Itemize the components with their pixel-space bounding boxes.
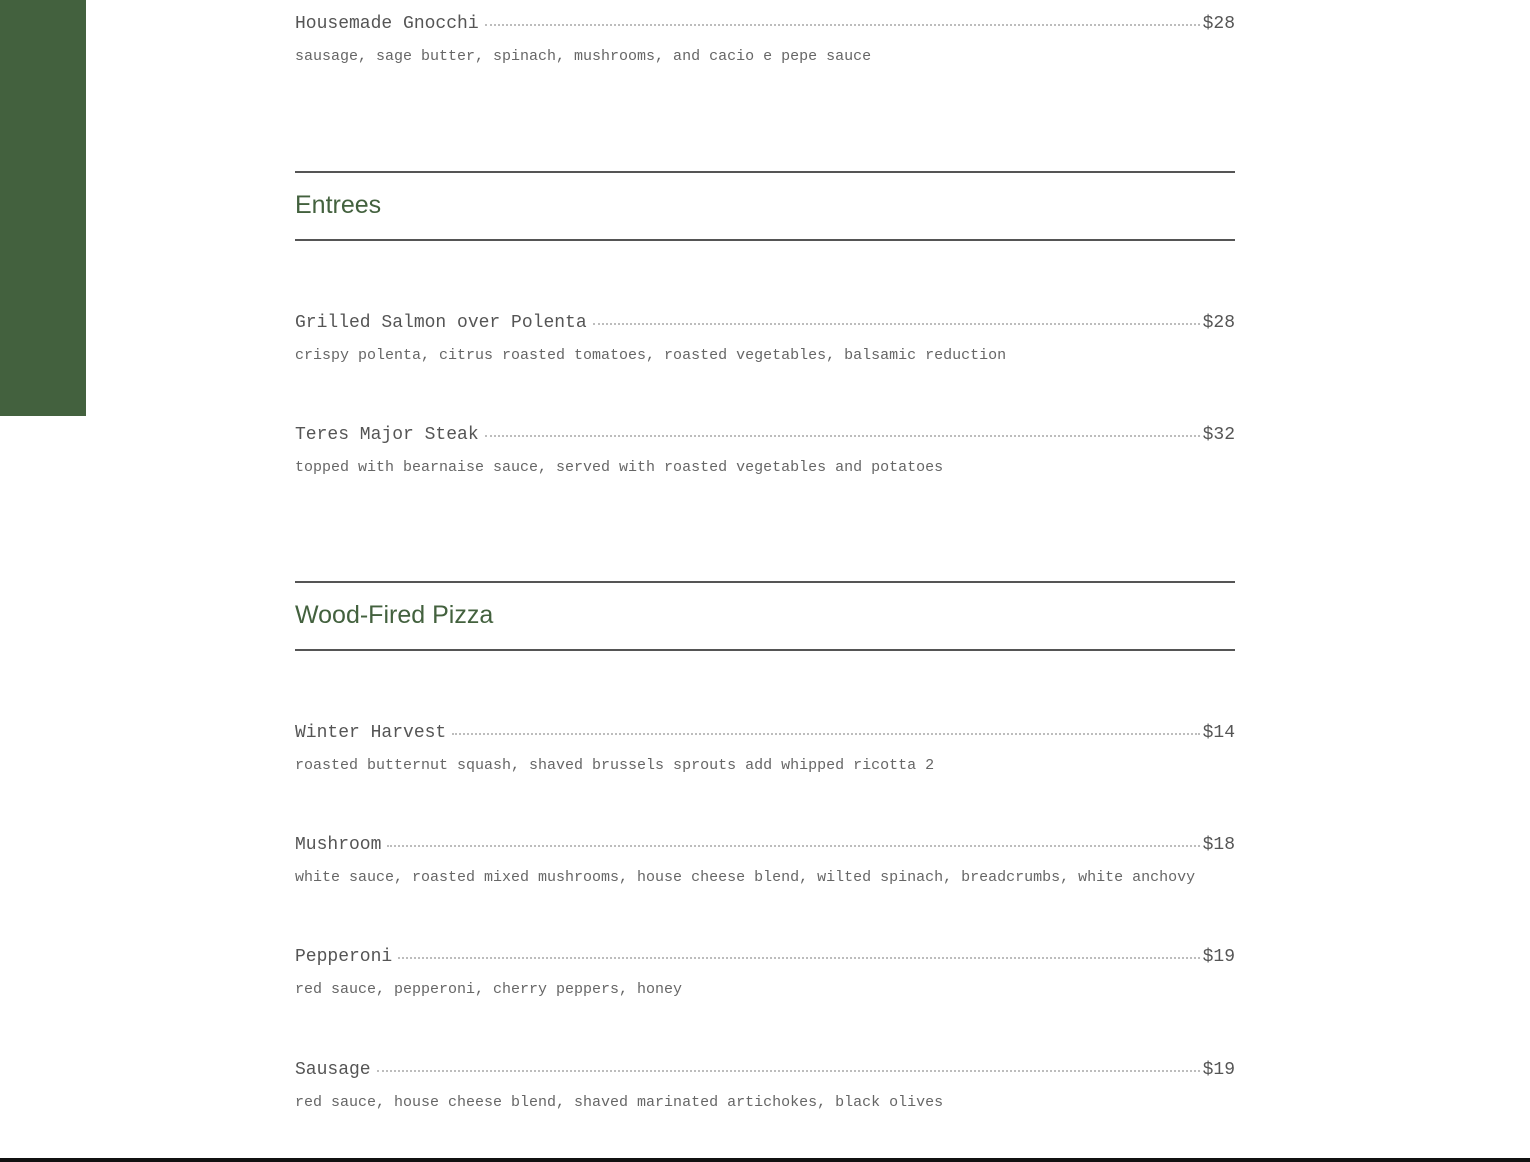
menu-item-price: $19 <box>1202 1060 1235 1080</box>
menu-item <box>295 721 1235 775</box>
menu-item <box>295 311 1235 365</box>
menu-item-name: Mushroom <box>295 835 382 855</box>
menu-item-price: $14 <box>1202 723 1235 743</box>
menu-item-name: Grilled Salmon over Polenta <box>295 313 587 333</box>
bottom-divider <box>0 1158 1530 1162</box>
menu-item-price: $32 <box>1202 425 1235 445</box>
menu-item-description: roasted butternut squash, shaved brussels sprouts add whipped ricotta 2 <box>295 757 935 774</box>
menu-item-line <box>295 311 1235 335</box>
section-header-pizza <box>295 581 1235 651</box>
menu-item-name: Pepperoni <box>295 947 393 967</box>
menu-item-price: $28 <box>1202 14 1235 34</box>
menu-item-description: sausage, sage butter, spinach, mushrooms, and cacio e pepe sauce <box>295 48 872 65</box>
menu-item-description: red sauce, pepperoni, cherry peppers, honey <box>295 981 683 998</box>
menu-item-name: Winter Harvest <box>295 723 447 743</box>
menu-item <box>295 945 1235 999</box>
menu-item-name: Teres Major Steak <box>295 425 479 445</box>
dot-leader <box>593 322 1200 325</box>
menu-item-name: Sausage <box>295 1060 371 1080</box>
menu-item-description: topped with bearnaise sauce, served with roasted vegetables and potatoes <box>295 459 944 476</box>
dot-leader <box>452 732 1199 735</box>
section-header-entrees <box>295 171 1235 241</box>
menu-item-description: crispy polenta, citrus roasted tomatoes, roasted vegetables, balsamic reduction <box>295 347 1007 364</box>
section-title: Entrees <box>295 191 382 219</box>
menu-item <box>295 1058 1235 1112</box>
dot-leader <box>485 23 1200 26</box>
dot-leader <box>398 956 1199 959</box>
menu-item <box>295 423 1235 477</box>
section-title: Wood-Fired Pizza <box>295 601 494 629</box>
menu-item-line <box>295 1058 1235 1082</box>
dot-leader <box>387 844 1199 847</box>
dot-leader <box>485 434 1200 437</box>
menu-item <box>295 833 1235 887</box>
sidebar-accent-block <box>0 0 86 416</box>
menu-item-description: red sauce, house cheese blend, shaved marinated artichokes, black olives <box>295 1094 944 1111</box>
menu-item-description: white sauce, roasted mixed mushrooms, house cheese blend, wilted spinach, breadcrumbs, white anchovy <box>295 869 1196 886</box>
menu-item-price: $18 <box>1202 835 1235 855</box>
menu-item <box>295 12 1235 66</box>
menu-item-line <box>295 423 1235 447</box>
menu-item-name: Housemade Gnocchi <box>295 14 479 34</box>
menu-item-line <box>295 833 1235 857</box>
menu-item-price: $19 <box>1202 947 1235 967</box>
dot-leader <box>377 1069 1200 1072</box>
menu-item-line <box>295 721 1235 745</box>
menu-item-line <box>295 945 1235 969</box>
menu-item-price: $28 <box>1202 313 1235 333</box>
menu-item-line <box>295 12 1235 36</box>
